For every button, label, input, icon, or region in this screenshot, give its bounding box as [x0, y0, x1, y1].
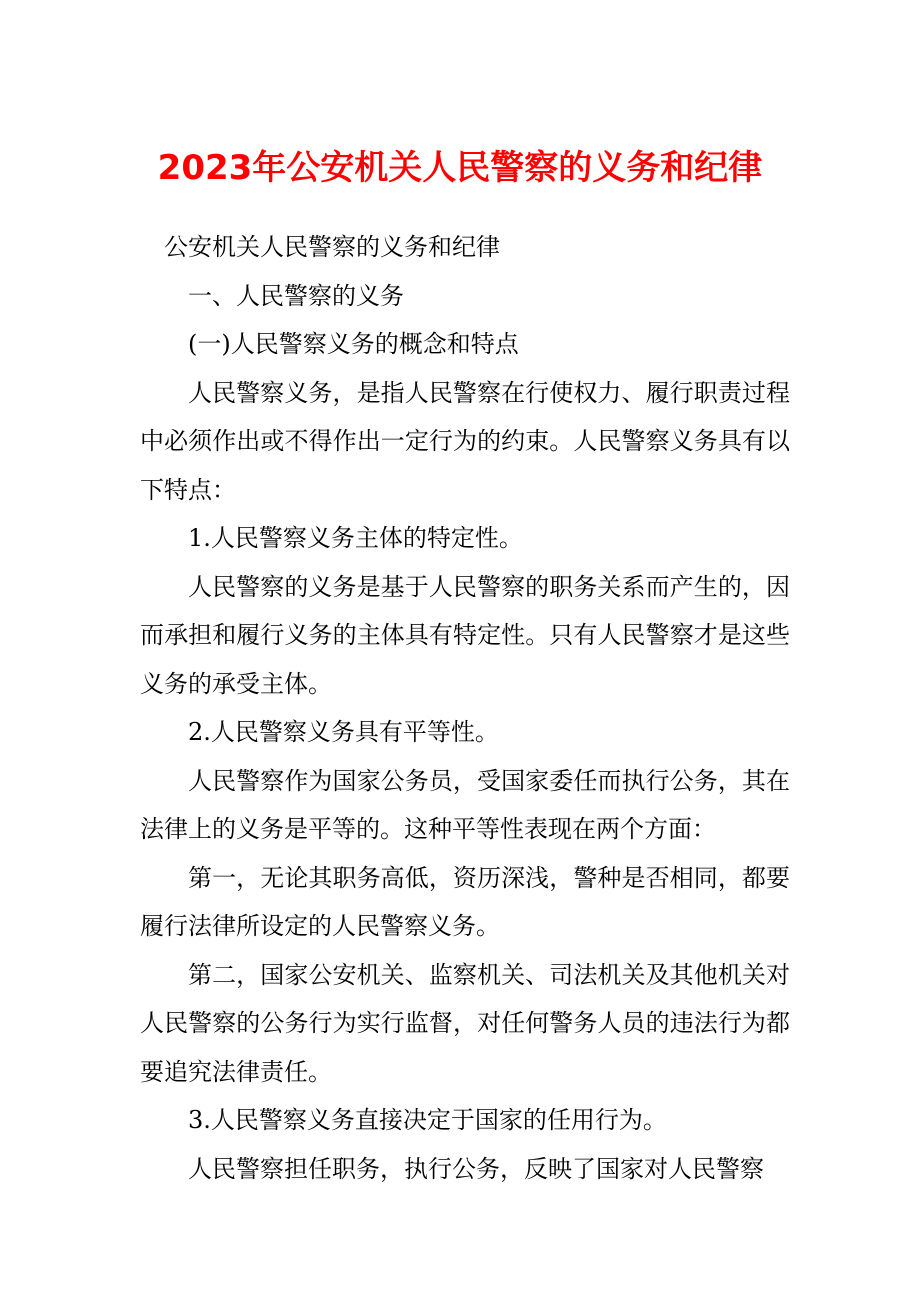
document-body [140, 223, 790, 1193]
list-item-heading: 1.人民警察义务主体的特定性。 [188, 524, 523, 552]
paragraph: 第二，国家公安机关、监察机关、司法机关及其他机关对人民警察的公务行为实行监督，对任何警务人员的违法行为都要追究法律责任。 [140, 960, 790, 1086]
paragraph: 人民警察的义务是基于人民警察的职务关系而产生的，因而承担和履行义务的主体具有特定性。只有人民警察才是这些义务的承受主体。 [140, 572, 790, 698]
list-item-heading: 2.人民警察义务具有平等性。 [188, 718, 499, 746]
paragraph-heading: 公安机关人民警察的义务和纪律 [164, 233, 500, 261]
subsection-heading: (一)人民警察义务的概念和特点 [188, 330, 519, 358]
paragraph: 人民警察担任职务，执行公务，反映了国家对人民警察 [188, 1154, 764, 1183]
paragraph: 人民警察作为国家公务员，受国家委任而执行公务，其在法律上的义务是平等的。这种平等性表现在两个方面： [140, 766, 790, 843]
document-title: 2023年公安机关人民警察的义务和纪律 [157, 148, 763, 188]
section-heading: 一、人民警察的义务 [188, 281, 404, 310]
paragraph: 人民警察义务，是指人民警察在行使权力、履行职责过程中必须作出或不得作出一定行为的约束。人民警察义务具有以下特点： [140, 378, 790, 504]
list-item-heading: 3.人民警察义务直接决定于国家的任用行为。 [188, 1106, 667, 1134]
paragraph: 第一，无论其职务高低，资历深浅，警种是否相同，都要履行法律所设定的人民警察义务。 [140, 863, 790, 940]
